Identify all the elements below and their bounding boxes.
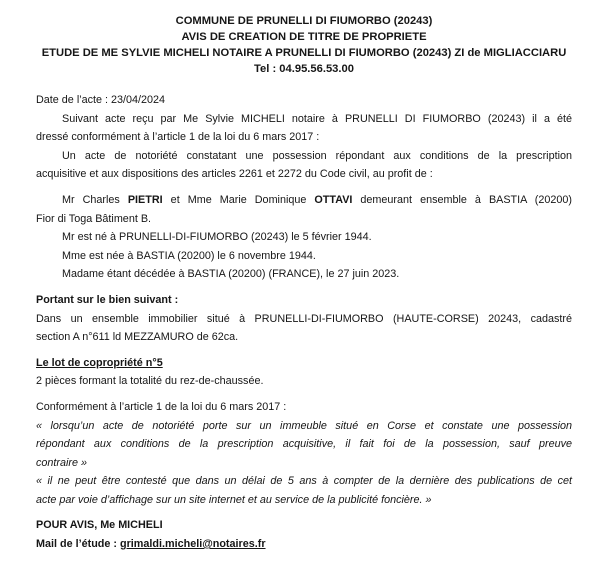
birth-line-mr: Mr est né à PRUNELLI-DI-FIUMORBO (20243) le 5 février 1944. — [62, 231, 372, 244]
paragraph-beneficiaries — [36, 191, 572, 228]
mail-line — [36, 535, 572, 554]
document-header — [36, 13, 572, 77]
pour-avis-line: POUR AVIS, Me MICHELI — [36, 519, 163, 532]
header-avis-title: AVIS DE CREATION DE TITRE DE PROPRIETE — [181, 31, 427, 43]
quote1-line-3: contraire » — [36, 456, 88, 469]
beneficiary-suffix: demeurant ensemble à BASTIA (20200) — [352, 193, 572, 206]
paragraph-spacer — [36, 391, 572, 398]
paragraph-bien — [36, 310, 572, 347]
lot-heading: Le lot de copropriété n°5 — [36, 356, 163, 369]
bien-line-2: section A n°611 ld MEZZAMURO de 62ca. — [36, 331, 239, 344]
notoriete-line-1: Un acte de notoriété constatant une possession répondant aux conditions de la prescription — [62, 149, 572, 162]
beneficiary-prefix: Mr Charles — [62, 193, 128, 206]
paragraph-notoriete — [36, 147, 572, 184]
bien-line-1: Dans un ensemble immobilier situé à PRUNELLI-DI-FIUMORBO (HAUTE-CORSE) 20243, cadastré — [36, 312, 572, 325]
header-telephone: Tel : 04.95.56.53.00 — [254, 63, 354, 75]
notoriete-line-2: acquisitive et aux dispositions des articles 2261 et 2272 du Code civil, au profit de : — [36, 168, 433, 181]
beneficiary-name-pietri: PIETRI — [127, 193, 163, 206]
acte-recu-line-1: Suivant acte reçu par Me Sylvie MICHELI notaire à PRUNELLI DI FIUMORBO (20243) il a été — [62, 112, 572, 125]
quote2-line-1: « il ne peut être contesté que dans un délai de 5 ans à compter de la dernière des publications de cet — [36, 475, 572, 488]
beneficiary-name-ottavi: OTTAVI — [314, 193, 353, 206]
legal-quote-2 — [36, 472, 572, 509]
header-commune: COMMUNE DE PRUNELLI DI FIUMORBO (20243) — [175, 15, 433, 27]
portant-heading: Portant sur le bien suivant : — [36, 293, 179, 306]
date-acte-line: Date de l’acte : 23/04/2024 — [36, 94, 166, 106]
conformement-line: Conformément à l’article 1 de la loi du 6 mars 2017 : — [36, 400, 287, 413]
decease-line: Madame étant décédée à BASTIA (20200) (FRANCE), le 27 juin 2023. — [62, 268, 400, 281]
quote2-line-2: acte par voie d’affichage sur un site internet et au service de la publicité foncière. » — [36, 493, 432, 506]
email-link[interactable]: grimaldi.micheli@notaires.fr — [120, 538, 266, 551]
paragraph-spacer — [36, 347, 572, 354]
header-etude-notaire: ETUDE DE ME SYLVIE MICHELI NOTAIRE A PRUNELLI DI FIUMORBO (20243) ZI de MIGLIACCIARU — [41, 47, 567, 59]
paragraph-spacer — [36, 284, 572, 291]
paragraph-acte-recu — [36, 110, 572, 147]
quote1-line-1: « lorsqu’un acte de notoriété porte sur un immeuble situé en Corse et constate une possession — [36, 419, 572, 432]
lot-description: 2 pièces formant la totalité du rez-de-chaussée. — [36, 375, 264, 388]
beneficiaries-address-line: Fior di Toga Bâtiment B. — [36, 212, 152, 225]
mail-label: Mail de l’étude : — [36, 538, 120, 551]
quote1-line-2: répondant aux conditions de la prescription acquisitive, il fait foi de la possession, sauf preuve — [36, 438, 572, 451]
beneficiary-middle: et Mme Marie Dominique — [162, 193, 315, 206]
paragraph-spacer — [36, 509, 572, 516]
birth-line-mme: Mme est née à BASTIA (20200) le 6 novembre 1944. — [62, 249, 316, 262]
paragraph-spacer — [36, 184, 572, 191]
document-body — [36, 91, 572, 554]
acte-recu-line-2: dressé conformément à l’article 1 de la loi du 6 mars 2017 : — [36, 131, 320, 144]
legal-quote-1 — [36, 417, 572, 473]
beneficiaries-line-1 — [36, 191, 572, 210]
